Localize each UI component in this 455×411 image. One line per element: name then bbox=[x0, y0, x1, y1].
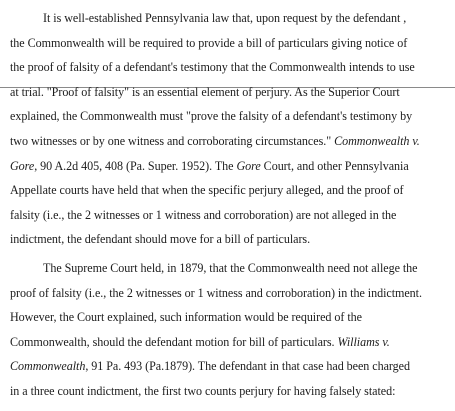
case-citation: Gore bbox=[10, 158, 35, 173]
text-line: indictment, the defendant should move for a bill of particulars. bbox=[10, 232, 311, 247]
text-line: It is well-established Pennsylvania law that, upon request by the defendant , bbox=[43, 11, 407, 25]
text-run: , 91 Pa. 493 (Pa.1879). The defendant in that case had been charged bbox=[85, 359, 410, 374]
text-line: Appellate courts have held that when the specific perjury alleged, and the proof of bbox=[10, 183, 404, 198]
text-run: , 90 A.2d 405, 408 (Pa. Super. 1952). The bbox=[34, 158, 237, 173]
text-line: the proof of falsity of a defendant's testimony that the Commonwealth intends to use bbox=[10, 60, 415, 75]
case-citation: Williams v. bbox=[337, 334, 390, 349]
case-citation: Commonwealth bbox=[10, 359, 86, 374]
text-line: proof of falsity (i.e., the 2 witnesses or 1 witness and corroboration) in the indictment. bbox=[10, 285, 422, 300]
paragraph-1 bbox=[10, 9, 455, 255]
text-run: two witnesses or by one witness and corroborating circumstances." bbox=[10, 133, 335, 148]
case-citation: Commonwealth v. bbox=[334, 133, 420, 148]
text-run: Commonwealth, should the defendant motion for bill of particulars. bbox=[10, 334, 338, 349]
text-line: falsity (i.e., the 2 witnesses or 1 witness and corroboration) are not alleged in the bbox=[10, 207, 397, 222]
text-line bbox=[10, 157, 455, 182]
text-line bbox=[10, 357, 455, 382]
text-line: at trial. "Proof of falsity" is an essential element of perjury. As the Superior Court bbox=[10, 84, 400, 99]
paragraph-2 bbox=[10, 259, 455, 407]
case-citation: Gore bbox=[236, 158, 261, 173]
text-line: in a three count indictment, the first two counts perjury for having falsely stated: bbox=[10, 383, 396, 398]
text-line: the Commonwealth will be required to provide a bill of particulars giving notice of bbox=[10, 35, 408, 50]
text-line: The Supreme Court held, in 1879, that the Commonwealth need not allege the bbox=[43, 261, 418, 275]
text-line bbox=[10, 333, 455, 358]
text-line bbox=[10, 132, 455, 157]
text-line: However, the Court explained, such information would be required of the bbox=[10, 310, 362, 325]
text-line: explained, the Commonwealth must "prove the falsity of a defendant's testimony by bbox=[10, 109, 413, 124]
text-run: Court, and other Pennsylvania bbox=[260, 158, 409, 173]
